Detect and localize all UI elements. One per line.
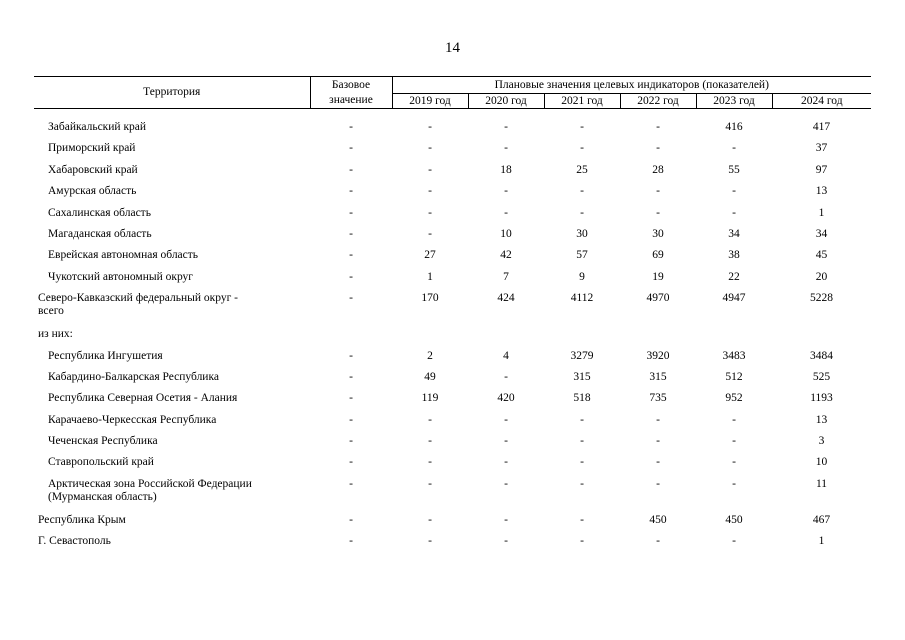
- year-value-cell: -: [656, 456, 660, 469]
- year-value-cell: -: [504, 142, 508, 155]
- year-value-cell: -: [580, 413, 584, 426]
- header-base-line2: значение: [310, 94, 392, 109]
- year-value-cell: -: [504, 535, 508, 548]
- territory-name-line: Северо-Кавказский федеральный округ -: [38, 292, 239, 305]
- territory-name: [34, 185, 310, 206]
- year-value-cell: -: [656, 535, 660, 548]
- year-value-cell: 417: [812, 121, 831, 133]
- year-value-cell: [696, 328, 772, 349]
- table-row: [34, 435, 871, 456]
- year-value-cell: -: [428, 185, 432, 198]
- header-planned-values: Плановые значения целевых индикаторов (показателей): [392, 77, 871, 94]
- year-value-cell: 3484: [810, 349, 833, 362]
- year-value-cell: -: [504, 370, 508, 383]
- header-year-2023: 2023 год: [696, 94, 772, 109]
- year-value-cell: [620, 328, 696, 349]
- year-value-cell: 424: [497, 292, 515, 305]
- territory-name-line: всего: [38, 305, 64, 318]
- year-value-cell: 450: [725, 513, 743, 526]
- year-value-cell: 19: [652, 270, 664, 283]
- year-value-cell: 1: [818, 206, 825, 219]
- year-value-cell: 467: [812, 513, 831, 526]
- year-value-cell: -: [428, 142, 432, 155]
- table-row: [34, 350, 871, 371]
- year-value-cell: 49: [424, 370, 436, 383]
- territory-name-line: Амурская область: [48, 185, 137, 198]
- table-row: [34, 271, 871, 292]
- year-value-cell: -: [580, 121, 584, 133]
- year-value-cell: 11: [815, 477, 828, 490]
- year-value-cell: -: [428, 413, 432, 426]
- year-value-cell: 2: [427, 349, 433, 362]
- territory-name: [34, 392, 310, 413]
- territory-name-line: Приморский край: [48, 142, 136, 155]
- territory-name-line: (Мурманская область): [48, 490, 157, 503]
- base-value-cell: -: [349, 535, 353, 548]
- year-value-cell: 3483: [722, 349, 746, 362]
- table-row: [34, 207, 871, 228]
- territory-name: [34, 142, 310, 163]
- year-value-cell: 25: [576, 163, 588, 176]
- territory-name: [34, 228, 310, 249]
- territory-name: [34, 207, 310, 228]
- territory-name-line: Хабаровский край: [48, 163, 138, 176]
- territory-name: [34, 371, 310, 392]
- year-value-cell: -: [504, 206, 508, 219]
- table-row: [34, 456, 871, 477]
- year-value-cell: -: [656, 121, 660, 133]
- base-value-cell: -: [349, 349, 353, 362]
- year-value-cell: -: [428, 535, 432, 548]
- year-value-cell: 42: [500, 249, 512, 262]
- base-value-cell: -: [349, 456, 353, 469]
- year-value-cell: -: [504, 456, 508, 469]
- base-value-cell: -: [349, 121, 353, 133]
- territory-name-line: Ставропольский край: [48, 456, 154, 469]
- territory-name: [34, 514, 310, 535]
- year-value-cell: -: [580, 535, 584, 548]
- year-value-cell: 69: [652, 249, 664, 262]
- table-row: [34, 414, 871, 435]
- year-value-cell: 45: [815, 249, 828, 262]
- year-value-cell: -: [580, 142, 584, 155]
- header-base-line1: Базовое: [310, 77, 392, 94]
- table-row: [34, 392, 871, 413]
- header-year-2020: 2020 год: [468, 94, 544, 109]
- base-value-cell: -: [349, 249, 353, 262]
- territory-name-line: Республика Ингушетия: [48, 349, 163, 362]
- base-value-cell: -: [349, 370, 353, 383]
- year-value-cell: 315: [649, 370, 667, 383]
- table-row: [34, 328, 871, 349]
- base-value-cell: -: [349, 142, 353, 155]
- indicators-table: [34, 76, 871, 557]
- year-value-cell: -: [580, 435, 584, 448]
- year-value-cell: 4970: [646, 292, 670, 305]
- year-value-cell: 30: [652, 227, 664, 240]
- base-value-cell: -: [349, 270, 353, 283]
- year-value-cell: -: [428, 227, 432, 240]
- year-value-cell: -: [580, 206, 584, 219]
- base-value-cell: -: [349, 163, 353, 176]
- year-value-cell: 38: [728, 249, 740, 262]
- table-row: [34, 249, 871, 270]
- year-value-cell: -: [732, 477, 736, 490]
- territory-name-line: из них:: [38, 328, 73, 341]
- table-header: [34, 77, 871, 109]
- year-value-cell: 34: [815, 227, 828, 240]
- table-row: [34, 142, 871, 163]
- year-value-cell: -: [428, 513, 432, 526]
- table-row: [34, 185, 871, 206]
- header-year-2024: 2024 год: [772, 94, 871, 109]
- base-value-cell: -: [349, 392, 353, 405]
- table-body: [34, 109, 871, 557]
- year-value-cell: -: [656, 142, 660, 155]
- year-value-cell: [772, 328, 871, 349]
- year-value-cell: 735: [649, 392, 667, 405]
- year-value-cell: 3279: [570, 349, 594, 362]
- base-value-cell: -: [349, 413, 353, 426]
- year-value-cell: 22: [728, 270, 740, 283]
- base-value-cell: [310, 328, 392, 349]
- year-value-cell: 3: [818, 435, 825, 448]
- year-value-cell: -: [428, 435, 432, 448]
- year-value-cell: 3920: [646, 349, 670, 362]
- base-value-cell: -: [349, 185, 353, 198]
- year-value-cell: 13: [815, 185, 828, 198]
- year-value-cell: [392, 328, 468, 349]
- territory-name: [34, 535, 310, 556]
- year-value-cell: -: [732, 206, 736, 219]
- year-value-cell: -: [504, 121, 508, 133]
- year-value-cell: -: [428, 477, 432, 490]
- year-value-cell: 97: [815, 163, 828, 176]
- base-value-cell: -: [349, 227, 353, 240]
- table-row: [34, 121, 871, 142]
- territory-name-line: Карачаево-Черкесская Республика: [48, 413, 217, 426]
- year-value-cell: 28: [652, 163, 664, 176]
- year-value-cell: 4112: [570, 292, 594, 305]
- territory-name-line: Сахалинская область: [48, 206, 151, 219]
- year-value-cell: -: [656, 413, 660, 426]
- year-value-cell: [544, 328, 620, 349]
- year-value-cell: -: [504, 435, 508, 448]
- territory-name-line: Г. Севастополь: [38, 535, 111, 548]
- table-row: [34, 164, 871, 185]
- year-value-cell: -: [732, 435, 736, 448]
- year-value-cell: 450: [649, 513, 667, 526]
- territory-name: [34, 328, 310, 349]
- year-value-cell: 518: [573, 392, 591, 405]
- year-value-cell: -: [656, 206, 660, 219]
- year-value-cell: 55: [728, 163, 740, 176]
- territory-name-line: Магаданская область: [48, 227, 152, 240]
- year-value-cell: 20: [815, 270, 828, 283]
- territory-name: [34, 350, 310, 371]
- header-year-2019: 2019 год: [392, 94, 468, 109]
- base-value-cell: -: [349, 206, 353, 219]
- year-value-cell: 30: [576, 227, 588, 240]
- year-value-cell: -: [732, 456, 736, 469]
- year-value-cell: 525: [812, 370, 831, 383]
- base-value-cell: -: [349, 435, 353, 448]
- base-value-cell: -: [349, 513, 353, 526]
- table-row: [34, 478, 871, 514]
- table-row: [34, 228, 871, 249]
- table-row: [34, 371, 871, 392]
- year-value-cell: -: [428, 456, 432, 469]
- year-value-cell: -: [428, 121, 432, 133]
- year-value-cell: -: [732, 413, 736, 426]
- year-value-cell: 1: [427, 270, 433, 283]
- year-value-cell: -: [732, 142, 736, 155]
- year-value-cell: -: [428, 206, 432, 219]
- territory-name: [34, 292, 310, 328]
- base-value-cell: -: [349, 292, 353, 305]
- territory-name-line: Чеченская Республика: [48, 435, 158, 448]
- territory-name-line: Арктическая зона Российской Федерации: [48, 477, 252, 490]
- territory-name: [34, 456, 310, 477]
- year-value-cell: 18: [500, 163, 512, 176]
- year-value-cell: [468, 328, 544, 349]
- year-value-cell: 10: [500, 227, 512, 240]
- year-value-cell: 4947: [722, 292, 746, 305]
- territory-name: [34, 249, 310, 270]
- year-value-cell: -: [732, 535, 736, 548]
- table-row: [34, 292, 871, 328]
- page-number: 14: [445, 40, 460, 56]
- year-value-cell: 416: [725, 121, 743, 133]
- header-year-2022: 2022 год: [620, 94, 696, 109]
- territory-name-line: Республика Северная Осетия - Алания: [48, 392, 238, 405]
- table-row: [34, 514, 871, 535]
- territory-name: [34, 435, 310, 456]
- year-value-cell: 57: [576, 249, 588, 262]
- year-value-cell: 512: [725, 370, 743, 383]
- year-value-cell: -: [428, 163, 432, 176]
- year-value-cell: 13: [815, 413, 828, 426]
- territory-name: [34, 164, 310, 185]
- year-value-cell: 119: [421, 392, 439, 405]
- year-value-cell: 1: [818, 535, 825, 548]
- year-value-cell: 27: [424, 249, 436, 262]
- territory-name: [34, 271, 310, 292]
- year-value-cell: 315: [573, 370, 591, 383]
- year-value-cell: 952: [725, 392, 743, 405]
- year-value-cell: -: [580, 185, 584, 198]
- year-value-cell: -: [656, 477, 660, 490]
- year-value-cell: 420: [497, 392, 515, 405]
- year-value-cell: -: [580, 513, 584, 526]
- base-value-cell: -: [349, 477, 353, 490]
- territory-name-line: Республика Крым: [38, 513, 126, 526]
- year-value-cell: -: [504, 413, 508, 426]
- territory-name-line: Кабардино-Балкарская Республика: [48, 370, 219, 383]
- header-territory: Территория: [34, 77, 310, 109]
- table-row: [34, 535, 871, 556]
- year-value-cell: 34: [728, 227, 740, 240]
- territory-name-line: Еврейская автономная область: [48, 249, 199, 262]
- year-value-cell: 37: [815, 142, 828, 155]
- year-value-cell: -: [504, 513, 508, 526]
- year-value-cell: 170: [421, 292, 439, 305]
- year-value-cell: -: [580, 456, 584, 469]
- year-value-cell: 9: [579, 270, 585, 283]
- year-value-cell: -: [732, 185, 736, 198]
- territory-name: [34, 414, 310, 435]
- year-value-cell: 4: [503, 349, 509, 362]
- year-value-cell: 1193: [810, 392, 833, 405]
- year-value-cell: -: [656, 435, 660, 448]
- year-value-cell: -: [580, 477, 584, 490]
- year-value-cell: 5228: [810, 292, 833, 305]
- year-value-cell: 10: [815, 456, 828, 469]
- year-value-cell: -: [504, 477, 508, 490]
- territory-name: [34, 478, 310, 514]
- year-value-cell: -: [504, 185, 508, 198]
- header-year-2021: 2021 год: [544, 94, 620, 109]
- territory-name-line: Чукотский автономный округ: [48, 270, 194, 283]
- territory-name: [34, 121, 310, 142]
- year-value-cell: 7: [503, 270, 509, 283]
- territory-name-line: Забайкальский край: [48, 121, 147, 133]
- year-value-cell: -: [656, 185, 660, 198]
